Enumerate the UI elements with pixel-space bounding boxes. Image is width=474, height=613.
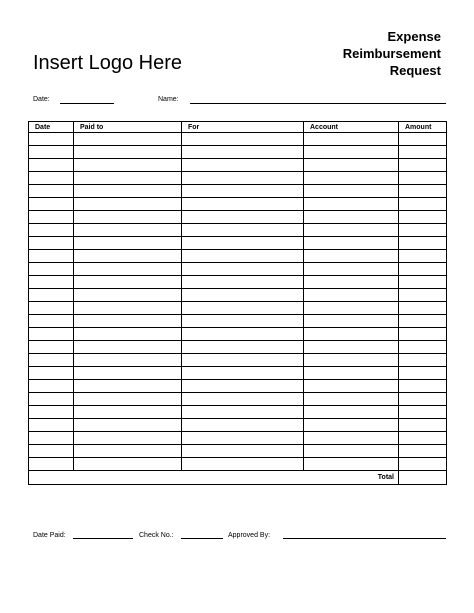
cell-date[interactable] bbox=[29, 393, 74, 406]
cell-paid-to[interactable] bbox=[74, 302, 182, 315]
table-row bbox=[29, 133, 447, 146]
approved-by-label: Approved By: bbox=[228, 532, 271, 539]
table-row bbox=[29, 198, 447, 211]
expense-table bbox=[28, 121, 447, 485]
cell-for[interactable] bbox=[182, 211, 304, 224]
cell-for[interactable] bbox=[182, 289, 304, 302]
cell-for[interactable] bbox=[182, 302, 304, 315]
cell-for[interactable] bbox=[182, 315, 304, 328]
cell-paid-to[interactable] bbox=[74, 172, 182, 185]
cell-amount[interactable] bbox=[399, 159, 447, 172]
cell-for[interactable] bbox=[182, 276, 304, 289]
form-title-line-2: Reimbursement bbox=[342, 46, 441, 61]
cell-paid-to[interactable] bbox=[74, 328, 182, 341]
form-title-line-1: Expense bbox=[387, 29, 441, 44]
table-row bbox=[29, 432, 447, 445]
cell-paid-to[interactable] bbox=[74, 133, 182, 146]
cell-for[interactable] bbox=[182, 458, 304, 471]
cell-for[interactable] bbox=[182, 354, 304, 367]
table-row bbox=[29, 445, 447, 458]
cell-amount[interactable] bbox=[399, 367, 447, 380]
date-label: Date: bbox=[33, 96, 50, 103]
table-row bbox=[29, 367, 447, 380]
cell-paid-to[interactable] bbox=[74, 250, 182, 263]
cell-account[interactable] bbox=[304, 419, 399, 432]
cell-date[interactable] bbox=[29, 302, 74, 315]
cell-date[interactable] bbox=[29, 172, 74, 185]
cell-paid-to[interactable] bbox=[74, 419, 182, 432]
cell-paid-to[interactable] bbox=[74, 198, 182, 211]
table-row bbox=[29, 276, 447, 289]
table-row bbox=[29, 159, 447, 172]
cell-paid-to[interactable] bbox=[74, 406, 182, 419]
cell-date[interactable] bbox=[29, 354, 74, 367]
cell-amount[interactable] bbox=[399, 263, 447, 276]
cell-for[interactable] bbox=[182, 406, 304, 419]
cell-date[interactable] bbox=[29, 276, 74, 289]
cell-amount[interactable] bbox=[399, 146, 447, 159]
cell-for[interactable] bbox=[182, 250, 304, 263]
cell-date[interactable] bbox=[29, 133, 74, 146]
cell-account[interactable] bbox=[304, 354, 399, 367]
cell-account[interactable] bbox=[304, 445, 399, 458]
cell-paid-to[interactable] bbox=[74, 367, 182, 380]
cell-amount[interactable] bbox=[399, 328, 447, 341]
cell-for[interactable] bbox=[182, 432, 304, 445]
table-row bbox=[29, 289, 447, 302]
cell-for[interactable] bbox=[182, 328, 304, 341]
cell-amount[interactable] bbox=[399, 458, 447, 471]
cell-for[interactable] bbox=[182, 341, 304, 354]
cell-amount[interactable] bbox=[399, 341, 447, 354]
name-label: Name: bbox=[158, 96, 179, 103]
cell-account[interactable] bbox=[304, 406, 399, 419]
name-field[interactable] bbox=[190, 103, 446, 104]
total-label: Total bbox=[29, 471, 399, 485]
cell-date[interactable] bbox=[29, 146, 74, 159]
cell-amount[interactable] bbox=[399, 419, 447, 432]
cell-for[interactable] bbox=[182, 198, 304, 211]
cell-date[interactable] bbox=[29, 432, 74, 445]
column-header-for: For bbox=[182, 122, 304, 133]
table-row bbox=[29, 250, 447, 263]
cell-account[interactable] bbox=[304, 302, 399, 315]
date-paid-label: Date Paid: bbox=[33, 532, 66, 539]
cell-paid-to[interactable] bbox=[74, 263, 182, 276]
cell-date[interactable] bbox=[29, 341, 74, 354]
cell-account[interactable] bbox=[304, 237, 399, 250]
cell-account[interactable] bbox=[304, 146, 399, 159]
cell-account[interactable] bbox=[304, 432, 399, 445]
cell-account[interactable] bbox=[304, 289, 399, 302]
cell-amount[interactable] bbox=[399, 185, 447, 198]
cell-for[interactable] bbox=[182, 367, 304, 380]
cell-for[interactable] bbox=[182, 380, 304, 393]
cell-date[interactable] bbox=[29, 250, 74, 263]
cell-amount[interactable] bbox=[399, 211, 447, 224]
cell-account[interactable] bbox=[304, 315, 399, 328]
cell-paid-to[interactable] bbox=[74, 380, 182, 393]
cell-account[interactable] bbox=[304, 224, 399, 237]
column-header-paid-to: Paid to bbox=[74, 122, 182, 133]
column-header-amount: Amount bbox=[399, 122, 447, 133]
cell-date[interactable] bbox=[29, 328, 74, 341]
cell-amount[interactable] bbox=[399, 250, 447, 263]
cell-paid-to[interactable] bbox=[74, 354, 182, 367]
cell-paid-to[interactable] bbox=[74, 211, 182, 224]
table-row bbox=[29, 315, 447, 328]
cell-date[interactable] bbox=[29, 224, 74, 237]
cell-date[interactable] bbox=[29, 315, 74, 328]
cell-paid-to[interactable] bbox=[74, 432, 182, 445]
cell-account[interactable] bbox=[304, 185, 399, 198]
column-header-account: Account bbox=[304, 122, 399, 133]
expense-table-body bbox=[29, 133, 447, 471]
form-title-line-3: Request bbox=[389, 63, 441, 78]
cell-for[interactable] bbox=[182, 263, 304, 276]
cell-account[interactable] bbox=[304, 263, 399, 276]
cell-amount[interactable] bbox=[399, 198, 447, 211]
cell-account[interactable] bbox=[304, 380, 399, 393]
cell-paid-to[interactable] bbox=[74, 237, 182, 250]
cell-paid-to[interactable] bbox=[74, 276, 182, 289]
table-row bbox=[29, 237, 447, 250]
cell-date[interactable] bbox=[29, 159, 74, 172]
table-row bbox=[29, 419, 447, 432]
cell-date[interactable] bbox=[29, 406, 74, 419]
cell-account[interactable] bbox=[304, 367, 399, 380]
cell-paid-to[interactable] bbox=[74, 458, 182, 471]
check-no-field[interactable] bbox=[181, 538, 223, 539]
cell-for[interactable] bbox=[182, 419, 304, 432]
cell-account[interactable] bbox=[304, 341, 399, 354]
cell-paid-to[interactable] bbox=[74, 341, 182, 354]
cell-account[interactable] bbox=[304, 276, 399, 289]
cell-amount[interactable] bbox=[399, 289, 447, 302]
cell-for[interactable] bbox=[182, 237, 304, 250]
cell-date[interactable] bbox=[29, 263, 74, 276]
cell-account[interactable] bbox=[304, 250, 399, 263]
table-row bbox=[29, 185, 447, 198]
table-row bbox=[29, 146, 447, 159]
cell-date[interactable] bbox=[29, 458, 74, 471]
cell-for[interactable] bbox=[182, 146, 304, 159]
cell-amount[interactable] bbox=[399, 380, 447, 393]
cell-amount[interactable] bbox=[399, 354, 447, 367]
date-paid-field[interactable] bbox=[73, 538, 133, 539]
cell-for[interactable] bbox=[182, 172, 304, 185]
table-row bbox=[29, 302, 447, 315]
approved-by-field[interactable] bbox=[283, 538, 446, 539]
cell-paid-to[interactable] bbox=[74, 224, 182, 237]
cell-amount[interactable] bbox=[399, 406, 447, 419]
cell-account[interactable] bbox=[304, 198, 399, 211]
cell-paid-to[interactable] bbox=[74, 289, 182, 302]
table-row bbox=[29, 328, 447, 341]
cell-amount[interactable] bbox=[399, 432, 447, 445]
cell-amount[interactable] bbox=[399, 445, 447, 458]
table-row bbox=[29, 224, 447, 237]
cell-account[interactable] bbox=[304, 393, 399, 406]
cell-amount[interactable] bbox=[399, 315, 447, 328]
cell-amount[interactable] bbox=[399, 224, 447, 237]
cell-date[interactable] bbox=[29, 380, 74, 393]
cell-amount[interactable] bbox=[399, 133, 447, 146]
cell-amount[interactable] bbox=[399, 172, 447, 185]
cell-account[interactable] bbox=[304, 159, 399, 172]
table-row bbox=[29, 211, 447, 224]
cell-account[interactable] bbox=[304, 211, 399, 224]
table-row bbox=[29, 393, 447, 406]
cell-amount[interactable] bbox=[399, 237, 447, 250]
cell-date[interactable] bbox=[29, 198, 74, 211]
total-row bbox=[29, 471, 447, 485]
cell-paid-to[interactable] bbox=[74, 185, 182, 198]
cell-date[interactable] bbox=[29, 289, 74, 302]
cell-amount[interactable] bbox=[399, 393, 447, 406]
cell-for[interactable] bbox=[182, 185, 304, 198]
cell-amount[interactable] bbox=[399, 276, 447, 289]
cell-date[interactable] bbox=[29, 237, 74, 250]
cell-paid-to[interactable] bbox=[74, 445, 182, 458]
cell-for[interactable] bbox=[182, 393, 304, 406]
table-row bbox=[29, 172, 447, 185]
date-field[interactable] bbox=[60, 103, 114, 104]
cell-paid-to[interactable] bbox=[74, 315, 182, 328]
cell-paid-to[interactable] bbox=[74, 146, 182, 159]
form-title bbox=[343, 28, 441, 79]
cell-paid-to[interactable] bbox=[74, 159, 182, 172]
cell-date[interactable] bbox=[29, 445, 74, 458]
cell-date[interactable] bbox=[29, 367, 74, 380]
table-row bbox=[29, 354, 447, 367]
cell-for[interactable] bbox=[182, 133, 304, 146]
cell-date[interactable] bbox=[29, 419, 74, 432]
total-amount-cell[interactable] bbox=[399, 471, 447, 485]
column-header-date: Date bbox=[29, 122, 74, 133]
cell-paid-to[interactable] bbox=[74, 393, 182, 406]
cell-account[interactable] bbox=[304, 328, 399, 341]
cell-amount[interactable] bbox=[399, 302, 447, 315]
cell-date[interactable] bbox=[29, 211, 74, 224]
cell-for[interactable] bbox=[182, 159, 304, 172]
cell-account[interactable] bbox=[304, 133, 399, 146]
table-header-row bbox=[29, 122, 447, 133]
logo-placeholder: Insert Logo Here bbox=[33, 52, 182, 74]
cell-date[interactable] bbox=[29, 185, 74, 198]
table-row bbox=[29, 406, 447, 419]
table-row bbox=[29, 380, 447, 393]
cell-for[interactable] bbox=[182, 224, 304, 237]
cell-account[interactable] bbox=[304, 458, 399, 471]
table-row bbox=[29, 263, 447, 276]
cell-for[interactable] bbox=[182, 445, 304, 458]
table-row bbox=[29, 341, 447, 354]
check-no-label: Check No.: bbox=[139, 532, 174, 539]
table-row bbox=[29, 458, 447, 471]
cell-account[interactable] bbox=[304, 172, 399, 185]
